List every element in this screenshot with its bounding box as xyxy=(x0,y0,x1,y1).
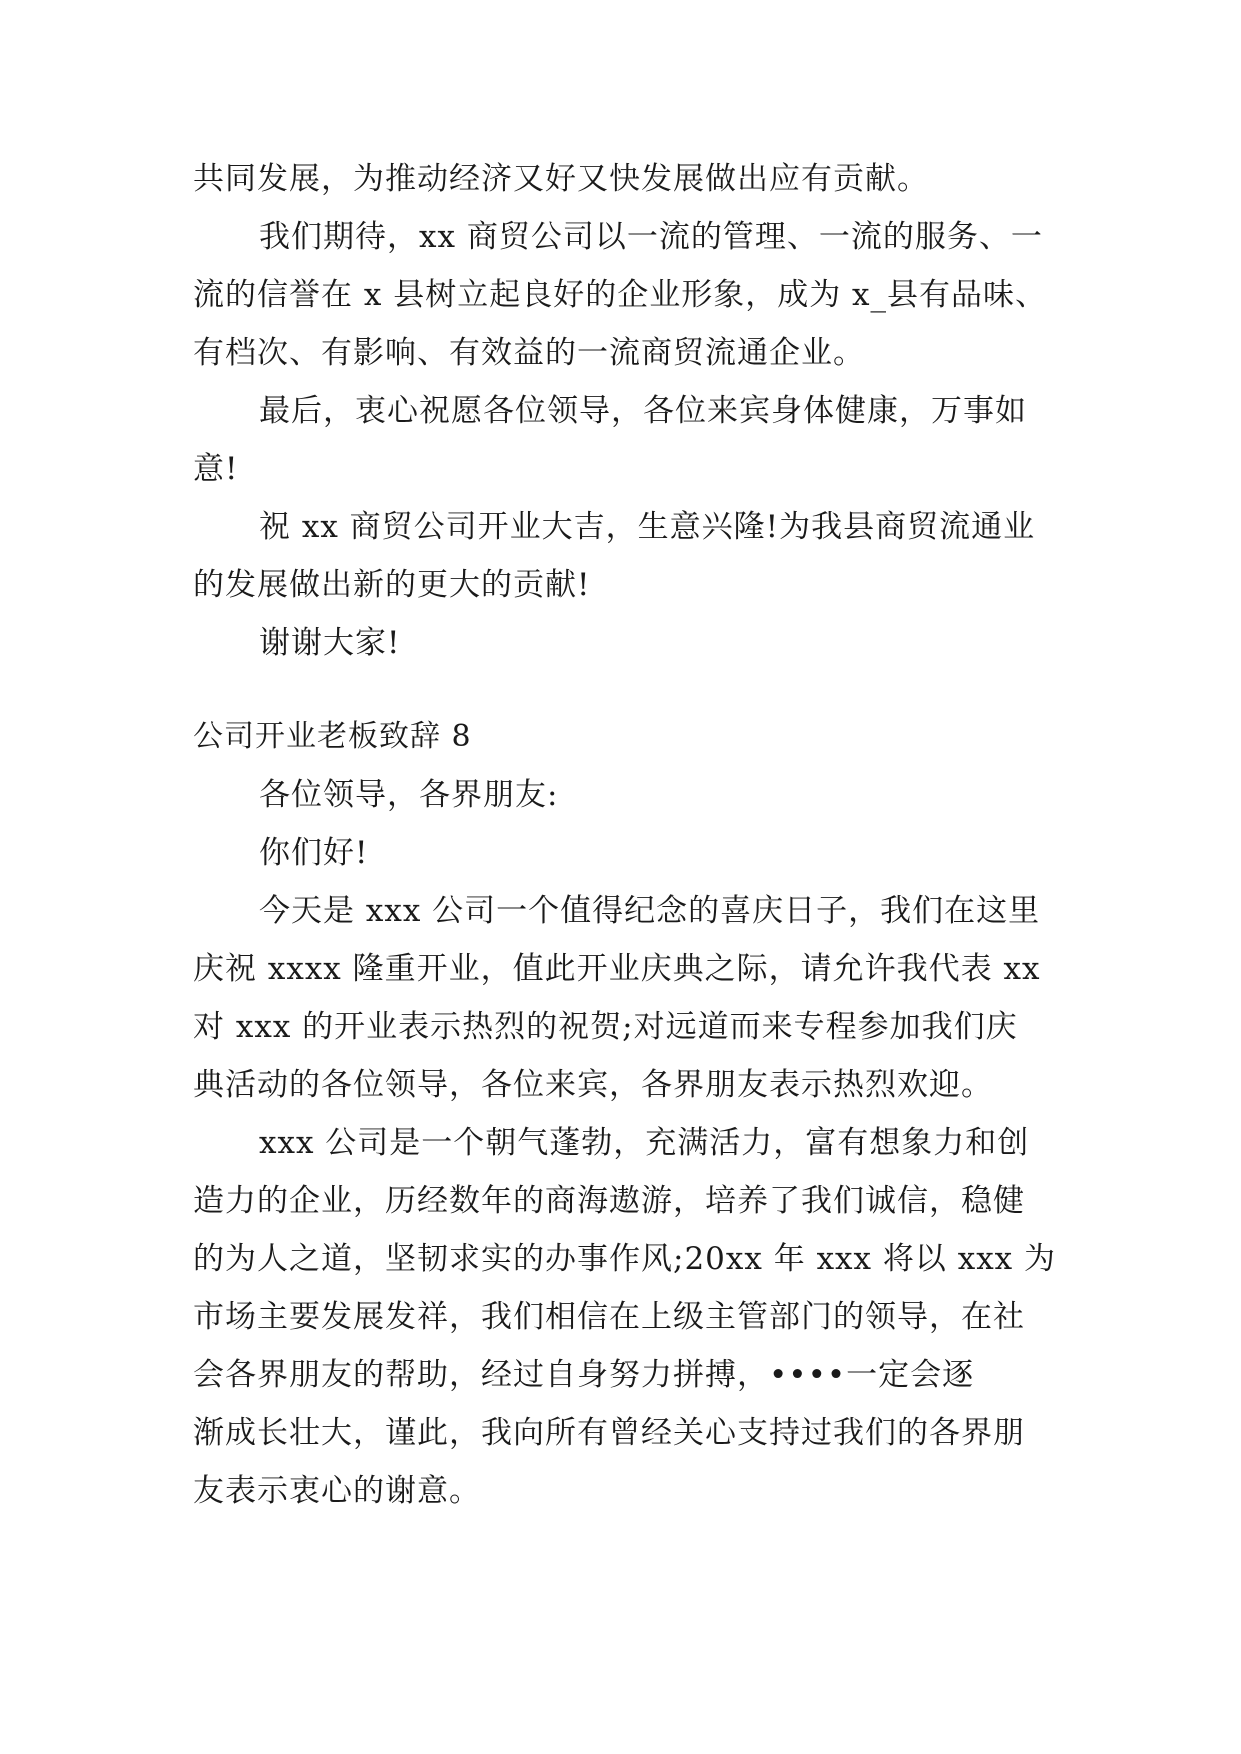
paragraph-a2 xyxy=(193,208,1073,382)
text-line: 对 xxx 的开业表示热烈的祝贺;对远道而来专程参加我们庆 xyxy=(193,1009,1018,1045)
paragraph-b1 xyxy=(193,882,1073,1114)
paragraph-b2 xyxy=(193,1114,1073,1520)
text-line: 友表示衷心的谢意。 xyxy=(193,1473,481,1509)
text-line: 的为人之道，坚韧求实的办事作风;20xx 年 xxx 将以 xxx 为 xyxy=(193,1241,1057,1277)
text-line: 流的信誉在 x 县树立起良好的企业形象，成为 x_县有品味、 xyxy=(193,277,1048,313)
text-line: 的发展做出新的更大的贡献! xyxy=(193,567,591,603)
text-line: 各位领导，各界朋友: xyxy=(259,777,559,813)
text-line: 谢谢大家! xyxy=(259,625,401,661)
text-line: 今天是 xxx 公司一个值得纪念的喜庆日子，我们在这里 xyxy=(259,893,1041,929)
paragraph-a5 xyxy=(193,614,1073,672)
paragraph-a4 xyxy=(193,498,1073,614)
text-line: xxx 公司是一个朝气蓬勃，充满活力，富有想象力和创 xyxy=(259,1125,1030,1161)
greeting xyxy=(193,766,1073,824)
paragraph-a1 xyxy=(193,150,1073,208)
section-gap xyxy=(193,672,1073,708)
text-line: 共同发展，为推动经济又好又快发展做出应有贡献。 xyxy=(193,161,929,197)
text-line: 庆祝 xxxx 隆重开业，值此开业庆典之际，请允许我代表 xx xyxy=(193,951,1041,987)
document-page xyxy=(193,150,1073,1520)
text-line: 渐成长壮大，谨此，我向所有曾经关心支持过我们的各界朋 xyxy=(193,1415,1025,1451)
text-line: 有档次、有影响、有效益的一流商贸流通企业。 xyxy=(193,335,865,371)
text-line: 造力的企业，历经数年的商海遨游，培养了我们诚信，稳健 xyxy=(193,1183,1025,1219)
hello xyxy=(193,824,1073,882)
paragraph-a3 xyxy=(193,382,1073,498)
text-line: 意! xyxy=(193,451,239,487)
section-title: 公司开业老板致辞 8 xyxy=(193,719,472,754)
text-line: 你们好! xyxy=(259,835,369,871)
text-line: 我们期待，xx 商贸公司以一流的管理、一流的服务、一 xyxy=(259,219,1043,255)
text-line: 祝 xx 商贸公司开业大吉，生意兴隆!为我县商贸流通业 xyxy=(259,509,1036,545)
text-line: 市场主要发展发祥，我们相信在上级主管部门的领导，在社 xyxy=(193,1299,1025,1335)
text-line: 会各界朋友的帮助，经过自身努力拼搏，••••一定会逐 xyxy=(193,1357,975,1393)
text-line: 最后，衷心祝愿各位领导，各位来宾身体健康，万事如 xyxy=(259,393,1027,429)
text-line: 典活动的各位领导，各位来宾，各界朋友表示热烈欢迎。 xyxy=(193,1067,993,1103)
